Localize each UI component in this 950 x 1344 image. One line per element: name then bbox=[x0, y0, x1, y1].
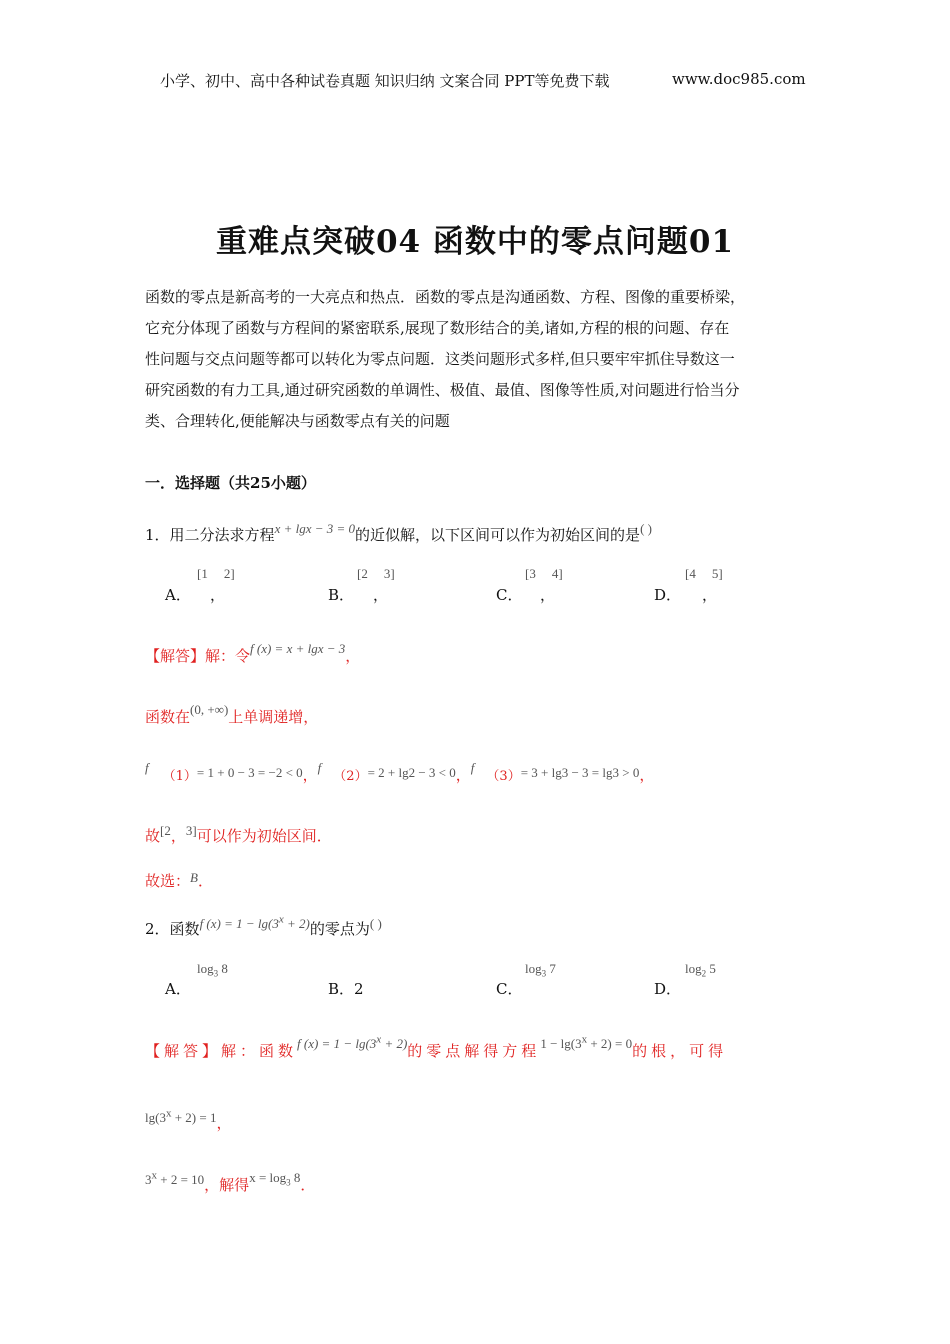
option-c-comma: ， bbox=[540, 586, 556, 604]
answer-paren: ( ) bbox=[369, 916, 382, 931]
q1-solution-line-5 bbox=[145, 870, 213, 891]
solution-text: 的零点解得方程 bbox=[407, 1042, 541, 1060]
page-title: 重难点突破04 函数中的零点问题01 bbox=[215, 224, 735, 260]
option-c-value: $\log_3 7$ bbox=[525, 961, 556, 979]
question-number: 1． bbox=[145, 526, 170, 544]
punctuation: ， bbox=[639, 766, 655, 784]
option-label: C． bbox=[496, 586, 523, 604]
option-c-interval: [3 4] bbox=[525, 566, 563, 581]
option-value: 2 bbox=[354, 980, 364, 998]
q2-solution-line-3 bbox=[145, 1169, 316, 1196]
option-d-value: $\log_2 5$ bbox=[685, 961, 716, 979]
function-argument: （2） bbox=[333, 769, 368, 784]
punctuation: ． bbox=[197, 872, 213, 890]
intro-line: 函数的零点是新高考的一大亮点和热点．函数的零点是沟通函数、方程、图像的重要桥梁， bbox=[145, 288, 746, 306]
solution-text: 的根，可得 bbox=[632, 1042, 728, 1060]
q1-solution-line-4 bbox=[145, 825, 332, 846]
intro-line: 研究函数的有力工具,通过研究函数的单调性、极值、最值、图像等性质,对问题进行恰当分 bbox=[145, 381, 740, 399]
function-symbol: f bbox=[317, 760, 322, 775]
solution-tag: 【解答】解：函数 bbox=[145, 1042, 298, 1060]
punctuation: ， bbox=[216, 1114, 232, 1132]
result: $x = \log_3 8$ bbox=[249, 1170, 301, 1188]
punctuation: ， bbox=[345, 647, 361, 665]
function-definition: f (x) = x + lgx − 3 bbox=[250, 641, 346, 656]
function-symbol: f bbox=[145, 760, 149, 775]
option-label: A． bbox=[165, 980, 191, 998]
interval-lower: [2 bbox=[160, 823, 171, 838]
equation: $1 - \lg(3^x + 2) = 0$ bbox=[540, 1033, 633, 1051]
option-label: B． bbox=[328, 586, 355, 604]
intro-paragraph bbox=[145, 282, 811, 437]
option-label: C． bbox=[496, 980, 523, 998]
equation: $\lg(3^x + 2) = 1$ bbox=[145, 1107, 217, 1125]
function-symbol: f bbox=[470, 760, 475, 775]
equation: $3^x + 2 = 10$ bbox=[145, 1169, 205, 1187]
option-a-value: $\log_3 8$ bbox=[197, 961, 228, 979]
question-text: 用二分法求方程 bbox=[169, 526, 275, 544]
option-c[interactable] bbox=[496, 978, 522, 999]
option-a-comma: ， bbox=[210, 586, 226, 604]
solution-text: 故 bbox=[145, 827, 161, 845]
option-c[interactable] bbox=[496, 584, 522, 605]
solution-text: 故选： bbox=[145, 872, 191, 890]
function-definition: f $(x) = 1 - \lg(3^x + 2)$ bbox=[199, 913, 310, 931]
option-a-interval: [1 2] bbox=[197, 566, 235, 581]
option-a[interactable] bbox=[165, 978, 191, 999]
punctuation: ， bbox=[455, 766, 471, 784]
equation: x + lgx − 3 = 0 bbox=[274, 521, 356, 536]
evaluation: = 3 + lg3 − 3 = lg3 > 0 bbox=[520, 765, 640, 780]
q1-solution-line-3 bbox=[145, 760, 655, 785]
question-2 bbox=[145, 913, 382, 939]
option-d-interval: [4 5] bbox=[685, 566, 723, 581]
q2-solution-line-1 bbox=[145, 1033, 728, 1061]
intro-line: 类、合理转化,便能解决与函数零点有关的问题 bbox=[145, 412, 450, 430]
function-argument: （1） bbox=[162, 769, 197, 784]
q1-solution-line-1 bbox=[145, 641, 361, 666]
option-d[interactable] bbox=[654, 584, 681, 605]
punctuation: ， bbox=[302, 766, 318, 784]
solution-text: 函数在 bbox=[145, 708, 191, 726]
option-label: A． bbox=[165, 586, 191, 604]
option-d-comma: ， bbox=[702, 586, 718, 604]
option-b-comma: ， bbox=[373, 586, 389, 604]
solution-tag: 【解答】解：令 bbox=[145, 647, 251, 665]
interval: (0, +∞) bbox=[190, 702, 229, 717]
question-number: 2． bbox=[145, 920, 170, 938]
answer-choice: B bbox=[190, 870, 198, 885]
answer-paren: ( ) bbox=[640, 521, 652, 536]
q1-solution-line-2 bbox=[145, 702, 319, 727]
intro-line: 它充分体现了函数与方程间的紧密联系,展现了数形结合的美,诸如,方程的根的问题、存在 bbox=[145, 319, 730, 337]
option-label: D． bbox=[654, 586, 682, 604]
option-b-interval: [2 3] bbox=[357, 566, 395, 581]
evaluation: = 1 + 0 − 3 = −2 < 0 bbox=[196, 765, 303, 780]
option-a[interactable] bbox=[165, 584, 191, 605]
solution-text: ，解得 bbox=[204, 1176, 250, 1194]
question-1 bbox=[145, 521, 652, 545]
header-website-link[interactable]: www.doc985.com bbox=[672, 70, 806, 88]
option-b[interactable] bbox=[328, 978, 364, 999]
question-text: 的零点为 bbox=[309, 920, 370, 938]
question-text: 的近似解，以下区间可以作为初始区间的是 bbox=[355, 526, 641, 544]
header-left-text: 小学、初中、高中各种试卷真题 知识归纳 文案合同 PPT等免费下载 bbox=[160, 72, 610, 90]
interval-upper: 3] bbox=[185, 823, 197, 838]
punctuation: ． bbox=[300, 1176, 316, 1194]
option-b[interactable] bbox=[328, 584, 354, 605]
intro-line: 性问题与交点问题等都可以转化为零点问题．这类问题形式多样,但只要牢牢抓住导数这一 bbox=[145, 350, 735, 368]
function-definition: f $(x) = 1 - \lg(3^x + 2)$ bbox=[297, 1033, 408, 1051]
solution-text: 可以作为初始区间． bbox=[196, 827, 332, 845]
solution-text: 上单调递增， bbox=[228, 708, 319, 726]
option-d[interactable] bbox=[654, 978, 681, 999]
q2-solution-line-2 bbox=[145, 1107, 232, 1133]
option-label: D． bbox=[654, 980, 682, 998]
evaluation: = 2 + lg2 − 3 < 0 bbox=[367, 765, 456, 780]
option-label: B． bbox=[328, 980, 355, 998]
section-heading: 一．选择题（共25小题） bbox=[145, 474, 316, 492]
question-text: 函数 bbox=[169, 920, 200, 938]
function-argument: （3） bbox=[486, 769, 521, 784]
punctuation: ， bbox=[170, 827, 186, 845]
